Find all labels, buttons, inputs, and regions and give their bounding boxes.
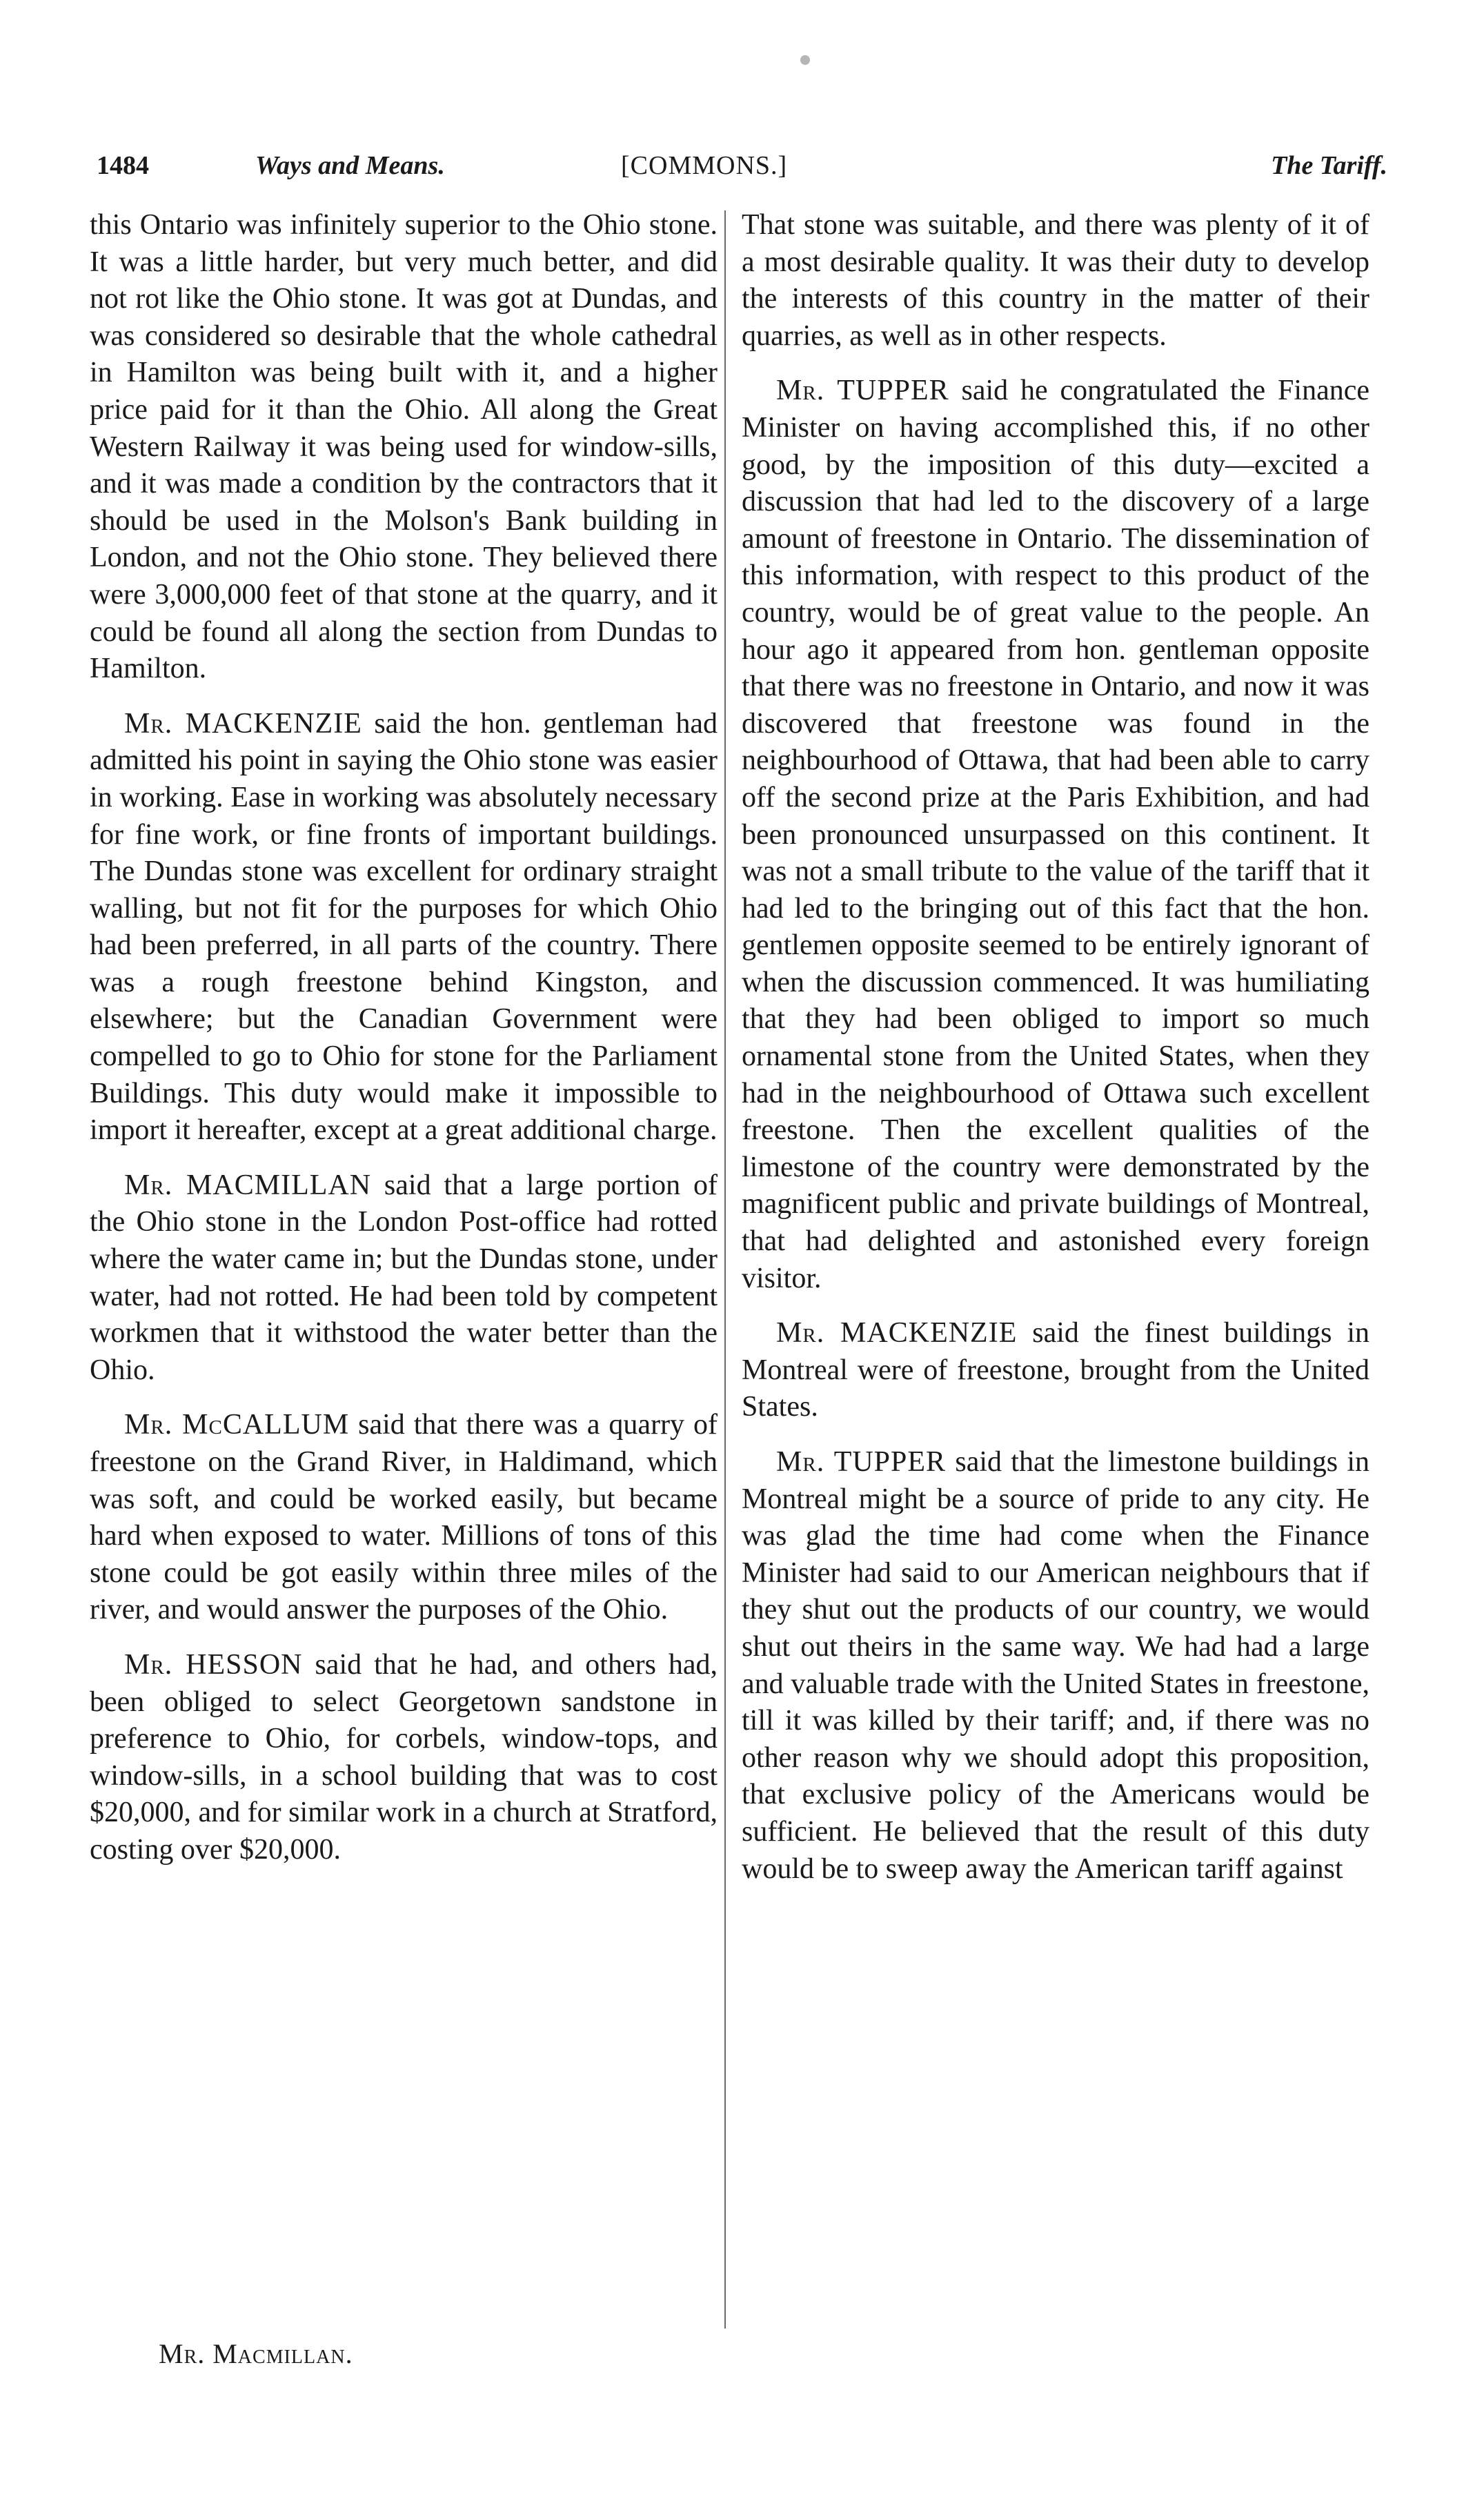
paragraph-text: said that a large portion of the Ohio stone in the London Post-office had rotted where the water came in; but the Dundas stone, under water, had not rotted. He had been told by competent workmen that it withstood the water better than the Ohio. bbox=[90, 1169, 718, 1386]
paragraph bbox=[90, 706, 718, 1149]
house-label: [COMMONS.] bbox=[621, 151, 788, 180]
paragraph-text: this Ontario was infinitely superior to the Ohio stone. It was a little harder, but very much better, and did not rot like the Ohio stone. It was got at Dundas, and was considered so desirable that the whole cathedral in Hamilton was being built with it, and a higher price paid for it than the Ohio. All along the Great Western Railway it was being used for window-sills, and it was made a condition by the contractors that it should be used in the Molson's Bank building in London, and not the Ohio stone. They believed there were 3,000,000 feet of that stone at the quarry, and it could be found all along the section from Dundas to Hamilton. bbox=[90, 209, 718, 685]
paragraph-text: said that he had, and others had, been obliged to select Georgetown sandstone in preference to Ohio, for corbels, window-tops, and window-sills, in a school building that was to cost $20,000, and for similar work in a church at Stratford, costing over $20,000. bbox=[90, 1648, 718, 1866]
left-column bbox=[90, 207, 718, 1887]
paragraph-text: said the hon. gentleman had admitted his point in saying the Ohio stone was easier in working. Ease in working was absolutely necessary for fine work, or fine fronts of important buildings. The Dundas stone was excellent for ordinary straight walling, but not fit for the purposes for which Ohio had been preferred, in all parts of the country. There was a rough freestone behind Kingston, and elsewhere; but the Canadian Government were compelled to go to Ohio for stone for the Parliament Buildings. This duty would make it impossible to import it hereafter, except at a great additional charge. bbox=[90, 707, 718, 1147]
paragraph-text: That stone was suitable, and there was plenty of it of a most desirable quality. It was their duty to develop the interests of this country in the matter of their quarries, as well as in other respects. bbox=[742, 209, 1369, 352]
paragraph-text: said that there was a quarry of freestone on the Grand River, in Haldimand, which was soft, and could be worked easily, but became hard when exposed to water. Millions of tons of this stone could be got easily within three miles of the river, and would answer the purposes of the Ohio. bbox=[90, 1409, 718, 1626]
paragraph-text: said the finest buildings in Montreal were of freestone, brought from the United States. bbox=[742, 1317, 1369, 1423]
paragraph bbox=[742, 207, 1369, 355]
paragraph bbox=[90, 1167, 718, 1390]
ink-speck bbox=[800, 55, 810, 65]
running-header bbox=[90, 141, 1394, 190]
column-divider bbox=[724, 210, 726, 2329]
speaker-name: Mr. TUPPER bbox=[776, 375, 949, 407]
topic-title: The Tariff. bbox=[1271, 151, 1387, 180]
paragraph bbox=[90, 207, 718, 688]
paragraph bbox=[742, 1315, 1369, 1426]
speaker-name: Mr. McCALLUM bbox=[124, 1409, 350, 1441]
speaker-name: Mr. MACKENZIE bbox=[776, 1317, 1018, 1350]
paragraph bbox=[742, 373, 1369, 1297]
paragraph-text: said he congratulated the Finance Minister on having accomplished this, if no other good, by the imposition of this duty—excited a discussion that had led to the discovery of a large amount of freestone in Ontario. The dissemination of this information, with respect to this product of the country, would be of great value to the people. An hour ago it appeared from hon. gentleman opposite that there was no freestone in Ontario, and now it was discovered that freestone was found in the neighbourhood of Ottawa, that had been able to carry off the second prize at the Paris Exhibition, and had been pronounced unsurpassed on this continent. It was not a small tribute to the value of the tariff that it had led to the bringing out of this fact that the hon. gentlemen opposite seemed to be entirely ignorant of when the discussion commenced. It was humiliating that they had been obliged to import so much ornamental stone from the United States, when they had in the neighbourhood of Ottawa such excellent freestone. Then the excellent qualities of the limestone of the country were demonstrated by the magnificent public and private buildings of Montreal, that had delighted and astonished every foreign visitor. bbox=[742, 375, 1369, 1294]
paragraph bbox=[90, 1647, 718, 1869]
paragraph-text: said that the limestone buildings in Montreal might be a source of pride to any city. He was glad the time had come when the Finance Minister had said to our American neighbours that if they shut out the products of our country, we would shut out theirs in the same way. We had had a large and valuable trade with the United States in freestone, till it was killed by their tariff; and, if there was no other reason why we should adopt this proposition, that exclusive policy of the Americans would be sufficient. He believed that the result of this duty would be to sweep away the American tariff against bbox=[742, 1446, 1369, 1885]
speaker-name: Mr. MACMILLAN bbox=[124, 1169, 372, 1201]
paragraph bbox=[742, 1444, 1369, 1888]
catchword: Mr. Macmillan. bbox=[159, 2338, 353, 2369]
speaker-name: Mr. MACKENZIE bbox=[124, 707, 362, 740]
section-title: Ways and Means. bbox=[255, 151, 445, 180]
speaker-name: Mr. HESSON bbox=[124, 1648, 303, 1681]
right-column bbox=[742, 207, 1369, 1906]
page-number: 1484 bbox=[97, 151, 149, 180]
paragraph bbox=[90, 1407, 718, 1629]
speaker-name: Mr. TUPPER bbox=[776, 1446, 947, 1478]
